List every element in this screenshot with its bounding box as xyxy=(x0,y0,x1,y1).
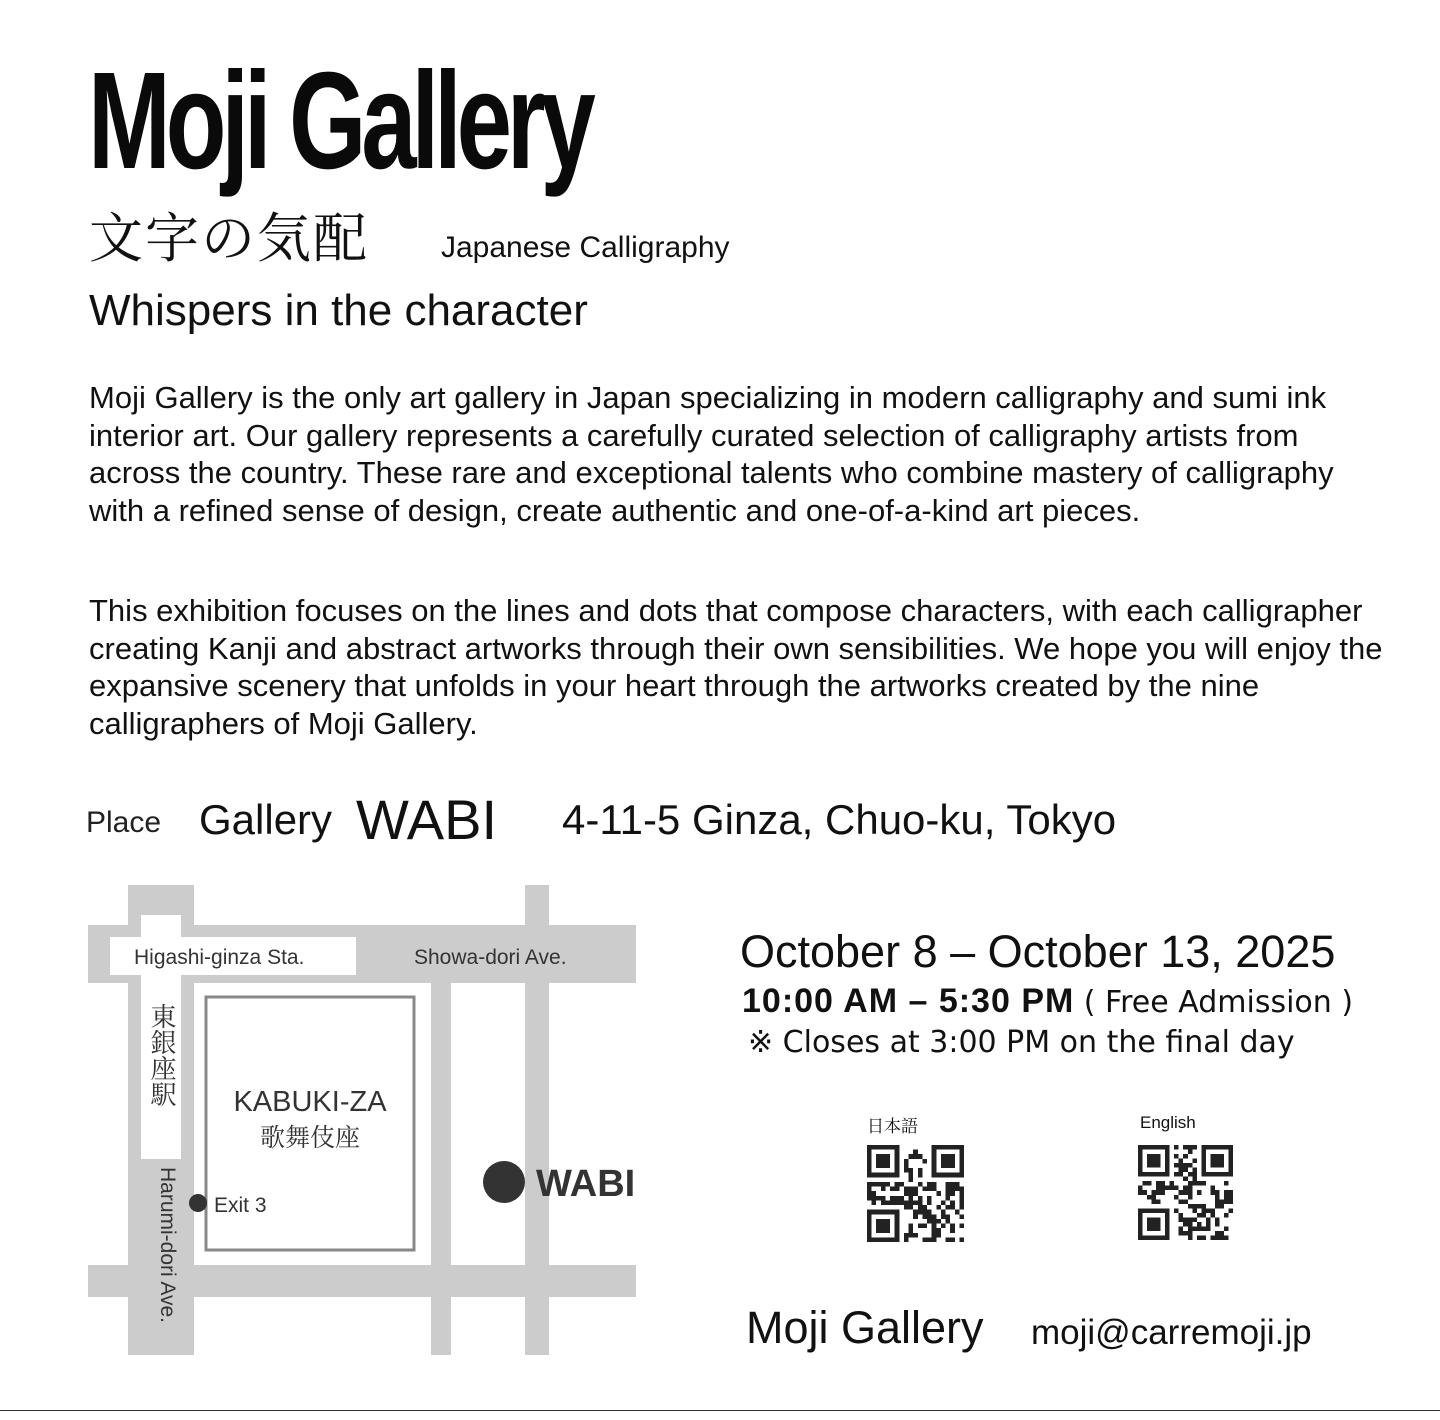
hours-line xyxy=(742,982,1353,1021)
venue-address: 4-11-5 Ginza, Chuo-ku, Tokyo xyxy=(562,796,1117,843)
qr-english-label: English xyxy=(1140,1113,1196,1132)
admission-note: ( Free Admission ) xyxy=(1083,985,1354,1020)
exit-label: Exit 3 xyxy=(214,1194,267,1217)
building-en-label: KABUKI-ZA xyxy=(233,1086,387,1118)
station-jp-label: 東銀座駅 xyxy=(146,1003,176,1107)
avenue-top-label: Showa-dori Ave. xyxy=(414,946,567,969)
footer-gallery-name: Moji Gallery xyxy=(746,1302,984,1353)
contact-email[interactable]: moji@carremoji.jp xyxy=(1031,1313,1312,1352)
tagline: Whispers in the character xyxy=(89,286,588,335)
venue-prefix: Gallery xyxy=(199,796,333,843)
opening-hours: 10:00 AM – 5:30 PM xyxy=(742,982,1075,1020)
exit-marker xyxy=(189,1194,207,1212)
access-map xyxy=(88,885,648,1355)
qr-code-english[interactable] xyxy=(1138,1145,1233,1240)
wabi-map-label: WABI xyxy=(536,1163,636,1205)
subtitle-english: Japanese Calligraphy xyxy=(441,231,730,264)
place-label: Place xyxy=(86,806,162,839)
qr-japanese-label: 日本語 xyxy=(867,1117,918,1136)
qr-code-japanese[interactable] xyxy=(867,1145,964,1242)
japanese-title: 文字の気配 xyxy=(89,207,369,270)
venue-name: WABI xyxy=(356,788,498,851)
building-jp-label: 歌舞伎座 xyxy=(259,1123,361,1152)
bottom-divider xyxy=(0,1410,1440,1411)
closing-note: ※ Closes at 3:00 PM on the final day xyxy=(748,1025,1295,1060)
wabi-marker xyxy=(483,1161,525,1203)
station-label: Higashi-ginza Sta. xyxy=(134,946,305,969)
exhibition-paragraph: This exhibition focuses on the lines and dots that compose characters, with each calligrapher creating Kanji and abstract artworks through their own sensibilities. We hope you will enjoy the expansive scenery that unfolds in your heart through the artworks created by the nine calligraphers of Moji Gallery. xyxy=(89,593,1383,741)
gallery-logo: Moji Gallery xyxy=(88,44,591,198)
avenue-left-label: Harumi-dori Ave. xyxy=(156,1167,179,1324)
intro-paragraph: Moji Gallery is the only art gallery in Japan specializing in modern calligraphy and sumi ink interior art. Our gallery represents a carefully curated selection of calligraphy artists from across the country. These rare and exceptional talents who combine mastery of calligraphy with a refined sense of design, create authentic and one-of-a-kind art pieces. xyxy=(89,380,1334,528)
exhibition-dates: October 8 – October 13, 2025 xyxy=(740,926,1336,977)
